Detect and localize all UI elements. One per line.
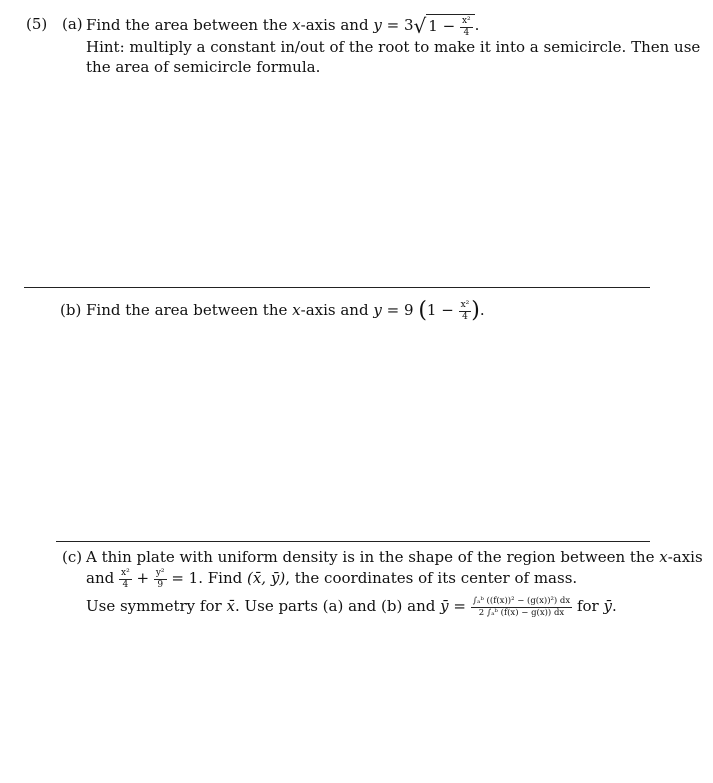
part-c-frac1 (119, 569, 132, 590)
part-a-hint-line1: Hint: multiply a constant in/out of the root to make it into a semicircle. Then use (86, 38, 701, 56)
part-c-label: (c) (62, 548, 83, 566)
part-c-eq: = (453, 597, 466, 615)
part-c-line1 (86, 547, 703, 567)
part-a-text-prefix: Find the area between the (86, 15, 288, 34)
part-c-eq-rhs: = 1. (171, 569, 203, 587)
part-c-line1-end: -axis (667, 548, 703, 566)
part-b-text-prefix: Find the area between the (86, 301, 288, 319)
part-b-paren-close: ) (471, 298, 480, 323)
part-a-end: . (474, 15, 480, 34)
part-c-line3-c: for (576, 597, 599, 615)
radical-sign-icon: √ (413, 13, 427, 38)
part-c-line1-text: A thin plate with uniform density is in the shape of the region between the (86, 548, 655, 566)
part-c-line2 (86, 568, 577, 590)
part-a-eq-rel: = (386, 15, 400, 34)
part-a-question (86, 14, 479, 38)
part-b-label: (b) (60, 301, 82, 319)
part-b-paren-one: 1 (426, 301, 437, 319)
part-a-frac-num: x² (461, 15, 471, 26)
part-a-root-one: 1 (428, 17, 438, 35)
part-a-axis-var: x (292, 15, 301, 34)
part-b-paren-minus: − (441, 301, 454, 319)
part-b-fraction (459, 301, 472, 322)
part-a-eq-lhs: y (373, 15, 382, 34)
part-c-plus: + (136, 569, 150, 587)
part-c-line1-var: x (659, 548, 668, 566)
part-c-xbar: x̄ (226, 597, 235, 615)
part-b-text-mid: -axis and (300, 301, 369, 319)
part-c-line2-end: , the coordinates of its center of mass. (285, 569, 578, 587)
part-a-hint-line2: the area of semicircle formula. (86, 58, 321, 76)
part-c-centroid-formula (471, 597, 572, 617)
part-c-line3-b: . Use parts (a) and (b) and (234, 597, 436, 615)
part-c-frac2-num: y² (155, 567, 165, 578)
part-a-coef: 3 (403, 15, 414, 34)
part-b-axis-var: x (292, 301, 301, 319)
part-c-frac2-den: 9 (157, 579, 164, 590)
part-a-text-mid: -axis and (300, 15, 369, 34)
part-c-frac1-num: x² (121, 567, 130, 578)
part-b-frac-num: x² (460, 299, 470, 310)
part-a-frac-den: 4 (463, 27, 470, 38)
part-b-end: . (479, 301, 485, 319)
part-c-formula-num: ∫ₐᵇ ((f(x))² − (g(x))²) dx (472, 596, 571, 606)
problem-number: (5) (26, 15, 48, 33)
part-b-eq-rel: = (386, 301, 400, 319)
part-c-frac2 (154, 569, 167, 590)
part-c-ybar-2: ȳ (603, 597, 612, 615)
part-c-ybar: ȳ (440, 597, 449, 615)
part-c-frac1-den: 4 (122, 579, 129, 590)
part-c-line3-end: . (612, 597, 617, 615)
part-b-paren-open: ( (418, 298, 427, 323)
part-c-and: and (86, 569, 115, 587)
divider-ab (24, 287, 650, 288)
part-b-question (86, 300, 485, 322)
part-a-fraction (460, 17, 473, 38)
part-c-coords: (x̄, ȳ) (247, 569, 286, 587)
part-b-eq-lhs: y (373, 301, 382, 319)
part-a-sqrt (414, 14, 475, 38)
part-a-root-minus: − (442, 17, 456, 35)
divider-bc (56, 541, 650, 542)
part-c-line3 (86, 596, 617, 617)
part-a-label: (a) (62, 15, 83, 33)
part-c-line3-a: Use symmetry for (86, 597, 222, 615)
part-c-formula-den: 2 ∫ₐᵇ (f(x) − g(x)) dx (478, 607, 565, 618)
part-b-coef: 9 (403, 301, 414, 319)
part-c-find: Find (207, 569, 243, 587)
part-b-frac-den: 4 (462, 311, 468, 322)
